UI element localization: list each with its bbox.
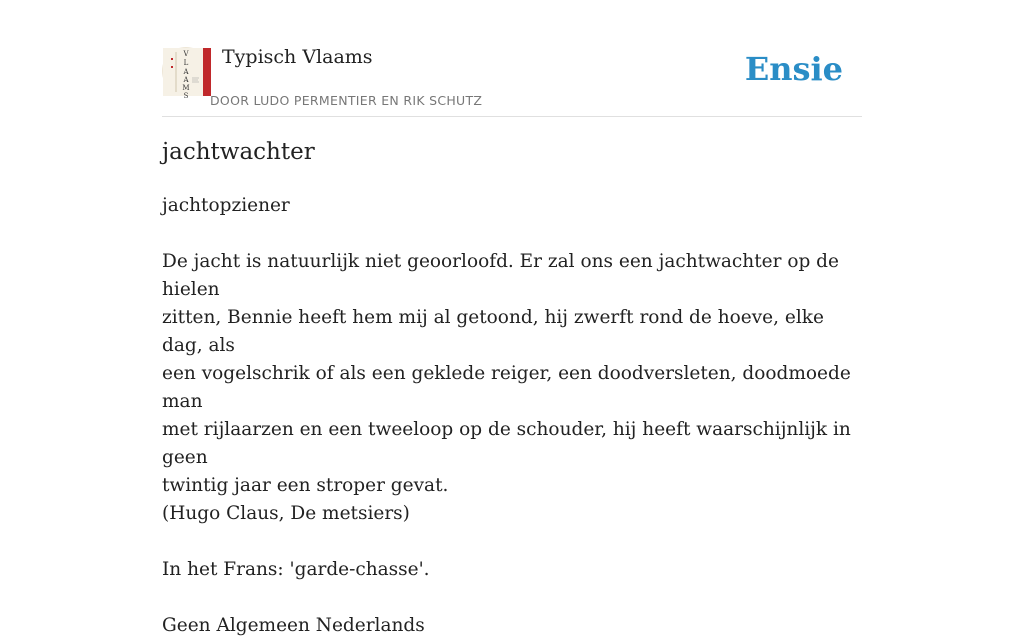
quote-source: (Hugo Claus, De metsiers) (162, 503, 410, 524)
quote-line: met rijlaarzen en een tweeloop op de schouder, hij heeft waarschijnlijk in geen (162, 419, 851, 468)
spacer (162, 528, 862, 556)
spacer (162, 220, 862, 248)
quote-line: De jacht is natuurlijk niet geoorloofd. Er zal ons een jachtwachter op de hielen (162, 251, 839, 300)
site-header (162, 46, 862, 117)
entry-content (162, 192, 862, 640)
quote-line: een vogelschrik of als een geklede reiger, een doodversleten, doodmoede man (162, 363, 851, 412)
svg-text:S: S (183, 92, 189, 100)
standard-language-note: Geen Algemeen Nederlands (162, 615, 425, 636)
ensie-brand-link[interactable]: Ensie (744, 50, 843, 88)
svg-text:A: A (183, 68, 189, 76)
logo-artwork (163, 48, 211, 100)
entry-title: jachtwachter (162, 139, 315, 165)
french-translation: In het Frans: 'garde-chasse'. (162, 559, 430, 580)
svg-text:A: A (183, 76, 189, 84)
quote-line: twintig jaar een stroper gevat. (162, 475, 449, 496)
svg-text:M: M (182, 84, 190, 92)
quote-line: zitten, Bennie heeft hem mij al getoond, hij zwerft rond de hoeve, elke dag, als (162, 307, 824, 356)
header-title[interactable]: Typisch Vlaams (222, 46, 373, 68)
spacer (162, 584, 862, 612)
header-byline: DOOR LUDO PERMENTIER EN RIK SCHUTZ (210, 93, 483, 108)
entry-definition: jachtopziener (162, 195, 290, 216)
typisch-vlaams-logo-icon[interactable] (162, 47, 210, 100)
svg-text:V: V (183, 50, 189, 58)
svg-text:L: L (183, 59, 189, 67)
